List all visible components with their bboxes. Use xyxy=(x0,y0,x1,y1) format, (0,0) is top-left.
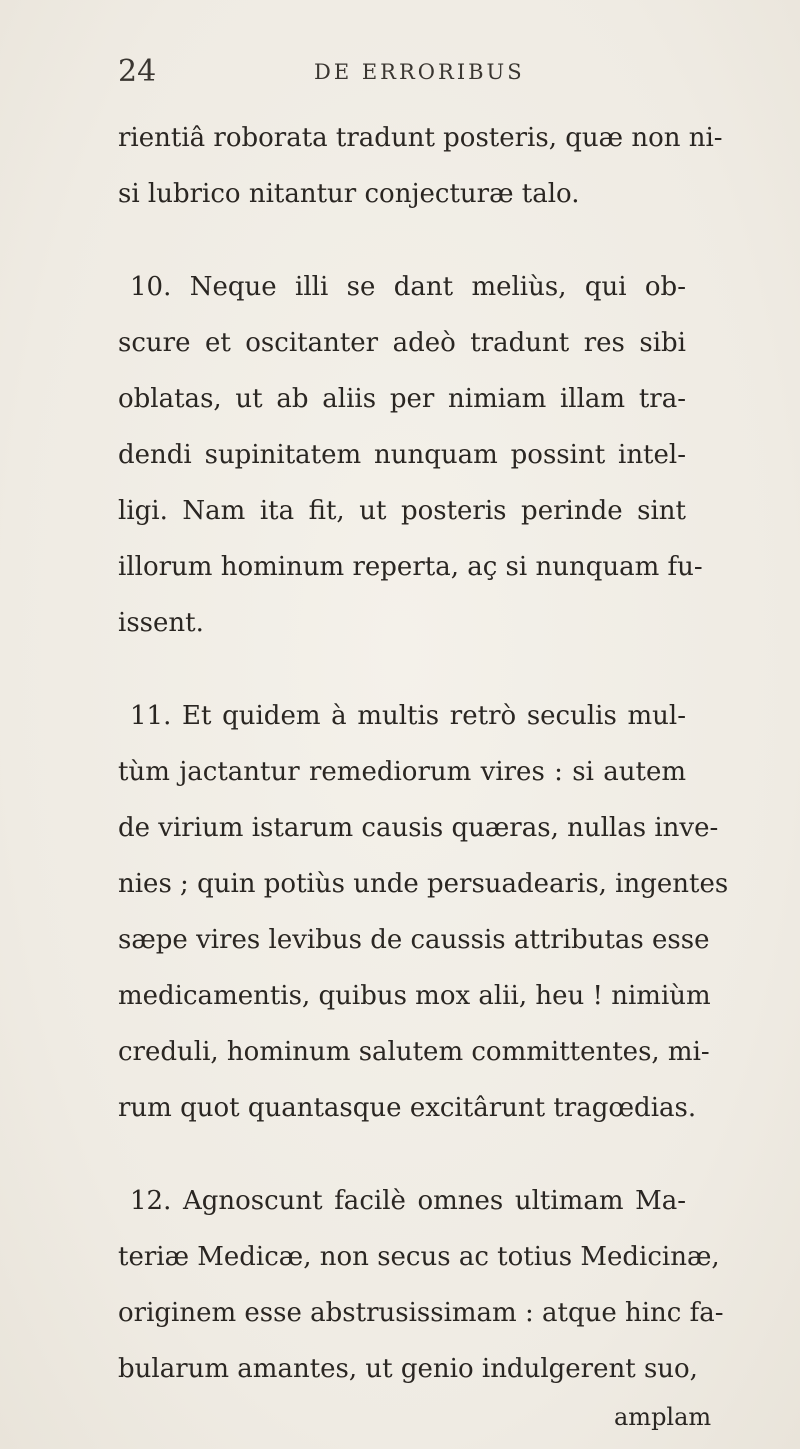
text-line: ligi. Nam ita fit, ut posteris perinde sint xyxy=(118,496,686,526)
paragraph-12-first-line: 12. Agnoscunt facilè omnes ultimam Ma- xyxy=(130,1186,686,1216)
text-line: sæpe vires levibus de caussis attributas esse xyxy=(118,925,710,955)
text-line: rientiâ roborata tradunt posteris, quæ non ni- xyxy=(118,123,723,153)
text-line: tùm jactantur remediorum vires : si autem xyxy=(118,757,686,787)
text-line: scure et oscitanter adeò tradunt res sibi xyxy=(118,328,686,358)
text-line: rum quot quantasque excitârunt tragœdias. xyxy=(118,1093,697,1123)
text-line: illorum hominum reperta, aç si nunquam fu- xyxy=(118,552,703,582)
text-line: de virium istarum causis quæras, nullas inve- xyxy=(118,813,719,843)
page-number: 24 xyxy=(118,54,157,89)
catchword: amplam xyxy=(614,1403,712,1431)
text-line: creduli, hominum salutem committentes, mi- xyxy=(118,1037,710,1067)
text-line: nies ; quin potiùs unde persuadearis, ingentes xyxy=(118,869,729,899)
text-line: originem esse abstrusissimam : atque hinc fa- xyxy=(118,1298,724,1328)
paragraph-11-first-line: 11. Et quidem à multis retrò seculis mul- xyxy=(130,701,686,731)
text-line: issent. xyxy=(118,608,204,638)
text-line: teriæ Medicæ, non secus ac totius Medicinæ, xyxy=(118,1242,720,1272)
text-line: medicamentis, quibus mox alii, heu ! nimiùm xyxy=(118,981,711,1011)
text-line: dendi supinitatem nunquam possint intel- xyxy=(118,440,686,470)
text-line: oblatas, ut ab aliis per nimiam illam tra- xyxy=(118,384,686,414)
text-line: bularum amantes, ut genio indulgerent suo, xyxy=(118,1354,698,1384)
running-head: DE ERRORIBUS xyxy=(314,60,525,84)
text-line: si lubrico nitantur conjecturæ talo. xyxy=(118,179,580,209)
paragraph-10-first-line: 10. Neque illi se dant meliùs, qui ob- xyxy=(130,272,686,302)
